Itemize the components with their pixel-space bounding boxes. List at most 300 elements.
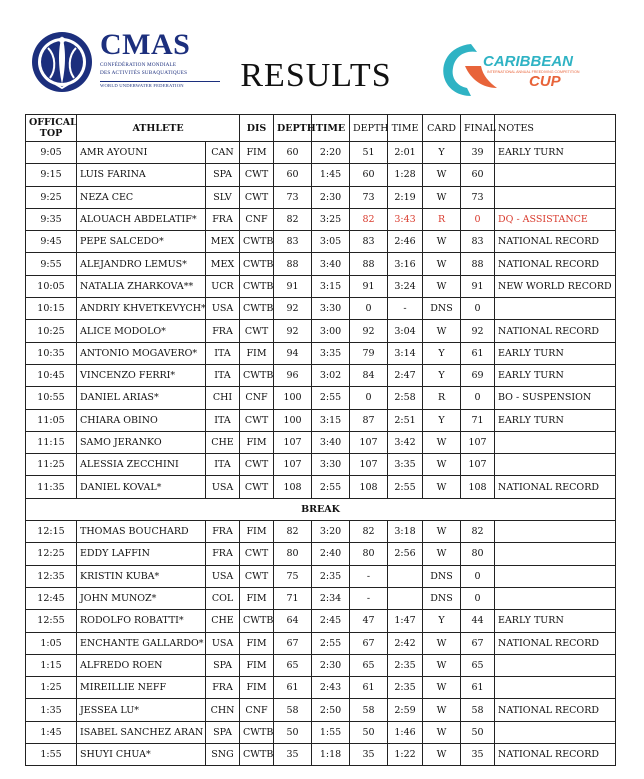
cell-final: 58 bbox=[461, 699, 495, 721]
table-row bbox=[26, 253, 616, 275]
table-row bbox=[26, 431, 616, 453]
col-time-result: TIME bbox=[388, 115, 423, 142]
caribbean-cup-logo-icon bbox=[437, 36, 580, 102]
cell-dis: CWT bbox=[240, 543, 274, 565]
cell-result-time: 2:55 bbox=[388, 476, 423, 498]
cell-dis: FIM bbox=[240, 654, 274, 676]
cell-top: 9:05 bbox=[26, 142, 77, 164]
cup-logo-word1: CARIBBEAN bbox=[483, 53, 573, 70]
cell-country: ITA bbox=[206, 342, 240, 364]
cell-athlete: NEZA CEC bbox=[77, 186, 206, 208]
cell-top: 11:15 bbox=[26, 431, 77, 453]
cell-country: ITA bbox=[206, 454, 240, 476]
cell-dis: CWTB bbox=[240, 298, 274, 320]
cell-athlete: THOMAS BOUCHARD bbox=[77, 521, 206, 543]
cell-final: 0 bbox=[461, 587, 495, 609]
cell-time: 3:30 bbox=[312, 298, 350, 320]
table-row bbox=[26, 320, 616, 342]
col-card: CARD bbox=[423, 115, 461, 142]
cell-country: USA bbox=[206, 476, 240, 498]
cell-country: SPA bbox=[206, 164, 240, 186]
table-row bbox=[26, 565, 616, 587]
cell-country: FRA bbox=[206, 208, 240, 230]
table-row bbox=[26, 587, 616, 609]
cell-athlete: ALEJANDRO LEMUS* bbox=[77, 253, 206, 275]
cell-country: UCR bbox=[206, 275, 240, 297]
col-depth-result: DEPTH bbox=[350, 115, 388, 142]
cell-time: 1:45 bbox=[312, 164, 350, 186]
cell-time: 3:30 bbox=[312, 454, 350, 476]
cell-dis: CNF bbox=[240, 208, 274, 230]
cell-top: 10:15 bbox=[26, 298, 77, 320]
cell-dis: FIM bbox=[240, 521, 274, 543]
cell-final: 88 bbox=[461, 253, 495, 275]
cmas-subtitle-2: DES ACTIVITÉS SUBAQUATIQUES bbox=[100, 70, 188, 77]
cell-time: 3:15 bbox=[312, 409, 350, 431]
table-row bbox=[26, 543, 616, 565]
cell-depth: 71 bbox=[274, 587, 312, 609]
cell-result-depth: 65 bbox=[350, 654, 388, 676]
cell-notes: BO - SUSPENSION bbox=[495, 387, 616, 409]
table-row bbox=[26, 275, 616, 297]
cell-result-depth: 0 bbox=[350, 387, 388, 409]
cell-top: 10:45 bbox=[26, 364, 77, 386]
cell-depth: 100 bbox=[274, 387, 312, 409]
cell-depth: 108 bbox=[274, 476, 312, 498]
cell-card: Y bbox=[423, 409, 461, 431]
cell-final: 107 bbox=[461, 431, 495, 453]
cell-result-time: - bbox=[388, 298, 423, 320]
cell-depth: 82 bbox=[274, 208, 312, 230]
cell-dis: CWT bbox=[240, 476, 274, 498]
cell-result-time: 2:35 bbox=[388, 654, 423, 676]
cell-top: 1:45 bbox=[26, 721, 77, 743]
cell-result-depth: 61 bbox=[350, 677, 388, 699]
cell-country: SPA bbox=[206, 654, 240, 676]
cell-depth: 35 bbox=[274, 744, 312, 766]
cell-result-depth: 67 bbox=[350, 632, 388, 654]
cell-depth: 91 bbox=[274, 275, 312, 297]
cell-notes: NATIONAL RECORD bbox=[495, 476, 616, 498]
cell-time: 2:55 bbox=[312, 632, 350, 654]
cell-time: 2:45 bbox=[312, 610, 350, 632]
cell-athlete: ALFREDO ROEN bbox=[77, 654, 206, 676]
cell-dis: CWT bbox=[240, 565, 274, 587]
cell-country: MEX bbox=[206, 253, 240, 275]
cell-card: W bbox=[423, 164, 461, 186]
cell-depth: 107 bbox=[274, 454, 312, 476]
cell-final: 65 bbox=[461, 654, 495, 676]
col-notes: NOTES bbox=[495, 115, 616, 142]
cell-country: ITA bbox=[206, 364, 240, 386]
cell-top: 1:25 bbox=[26, 677, 77, 699]
cell-athlete: ENCHANTE GALLARDO* bbox=[77, 632, 206, 654]
table-row bbox=[26, 231, 616, 253]
cell-result-time: 2:56 bbox=[388, 543, 423, 565]
cell-card: W bbox=[423, 231, 461, 253]
cell-depth: 100 bbox=[274, 409, 312, 431]
cell-depth: 65 bbox=[274, 654, 312, 676]
cell-time: 2:43 bbox=[312, 677, 350, 699]
break-label: BREAK bbox=[26, 498, 616, 520]
cell-athlete: LUIS FARINA bbox=[77, 164, 206, 186]
cell-result-time: 2:19 bbox=[388, 186, 423, 208]
cell-notes: NATIONAL RECORD bbox=[495, 699, 616, 721]
cell-final: 35 bbox=[461, 744, 495, 766]
cell-card: W bbox=[423, 275, 461, 297]
cell-time: 2:40 bbox=[312, 543, 350, 565]
cell-depth: 92 bbox=[274, 298, 312, 320]
cell-dis: CWTB bbox=[240, 721, 274, 743]
table-row bbox=[26, 454, 616, 476]
cell-time: 3:20 bbox=[312, 521, 350, 543]
cell-notes bbox=[495, 521, 616, 543]
cup-logo-sub: INTERNATIONAL ANNUAL FREEDIVING COMPETITION bbox=[487, 70, 580, 74]
cell-result-depth: 87 bbox=[350, 409, 388, 431]
rows-after-break bbox=[26, 521, 616, 766]
cell-card: W bbox=[423, 632, 461, 654]
cell-result-depth: 58 bbox=[350, 699, 388, 721]
cell-time: 3:40 bbox=[312, 253, 350, 275]
cell-result-time: 3:04 bbox=[388, 320, 423, 342]
cell-depth: 94 bbox=[274, 342, 312, 364]
cell-time: 3:15 bbox=[312, 275, 350, 297]
cmas-wordmark bbox=[100, 30, 220, 88]
cell-time: 3:00 bbox=[312, 320, 350, 342]
cell-final: 60 bbox=[461, 164, 495, 186]
col-final: FINAL bbox=[461, 115, 495, 142]
cell-athlete: ANTONIO MOGAVERO* bbox=[77, 342, 206, 364]
cell-time: 3:05 bbox=[312, 231, 350, 253]
cell-dis: FIM bbox=[240, 431, 274, 453]
rows-before-break bbox=[26, 142, 616, 499]
cell-result-time bbox=[388, 587, 423, 609]
cell-result-time: 2:59 bbox=[388, 699, 423, 721]
cell-card: DNS bbox=[423, 565, 461, 587]
cell-dis: CNF bbox=[240, 699, 274, 721]
cell-depth: 64 bbox=[274, 610, 312, 632]
break-section bbox=[26, 498, 616, 520]
cell-final: 80 bbox=[461, 543, 495, 565]
table-row bbox=[26, 342, 616, 364]
cell-final: 69 bbox=[461, 364, 495, 386]
cell-result-depth: - bbox=[350, 587, 388, 609]
cell-card: W bbox=[423, 454, 461, 476]
cell-notes: NATIONAL RECORD bbox=[495, 253, 616, 275]
cell-top: 1:55 bbox=[26, 744, 77, 766]
cell-athlete: MIREILLIE NEFF bbox=[77, 677, 206, 699]
cell-result-time: 2:51 bbox=[388, 409, 423, 431]
header bbox=[0, 0, 644, 110]
cell-dis: CWTB bbox=[240, 231, 274, 253]
cell-result-depth: 51 bbox=[350, 142, 388, 164]
results-table bbox=[25, 114, 616, 766]
cell-notes bbox=[495, 721, 616, 743]
cell-athlete: NATALIA ZHARKOVA** bbox=[77, 275, 206, 297]
cell-top: 12:55 bbox=[26, 610, 77, 632]
cell-card: R bbox=[423, 387, 461, 409]
cell-dis: CWTB bbox=[240, 364, 274, 386]
cell-country: USA bbox=[206, 298, 240, 320]
cell-notes bbox=[495, 654, 616, 676]
cell-dis: FIM bbox=[240, 587, 274, 609]
cell-dis: CWT bbox=[240, 454, 274, 476]
cell-final: 107 bbox=[461, 454, 495, 476]
cell-athlete: ANDRIY KHVETKEVYCH* bbox=[77, 298, 206, 320]
cell-result-time: 2:01 bbox=[388, 142, 423, 164]
cell-depth: 107 bbox=[274, 431, 312, 453]
cell-top: 11:05 bbox=[26, 409, 77, 431]
cell-card: W bbox=[423, 476, 461, 498]
cell-top: 10:55 bbox=[26, 387, 77, 409]
cell-card: Y bbox=[423, 342, 461, 364]
cell-top: 9:25 bbox=[26, 186, 77, 208]
cell-result-time: 2:35 bbox=[388, 677, 423, 699]
cell-top: 11:35 bbox=[26, 476, 77, 498]
cell-dis: CWT bbox=[240, 320, 274, 342]
table-row bbox=[26, 721, 616, 743]
cmas-subtitle-1: CONFÉDÉRATION MONDIALE bbox=[100, 62, 177, 68]
cell-card: DNS bbox=[423, 587, 461, 609]
cell-notes bbox=[495, 298, 616, 320]
cell-top: 10:05 bbox=[26, 275, 77, 297]
cell-final: 73 bbox=[461, 186, 495, 208]
cell-final: 92 bbox=[461, 320, 495, 342]
table-row bbox=[26, 364, 616, 386]
cell-result-depth: 91 bbox=[350, 275, 388, 297]
cell-result-time bbox=[388, 565, 423, 587]
cell-dis: FIM bbox=[240, 342, 274, 364]
cell-dis: FIM bbox=[240, 142, 274, 164]
cell-athlete: PEPE SALCEDO* bbox=[77, 231, 206, 253]
cell-country: FRA bbox=[206, 677, 240, 699]
break-row bbox=[26, 498, 616, 520]
cell-depth: 83 bbox=[274, 231, 312, 253]
cell-card: Y bbox=[423, 364, 461, 386]
cell-country: FRA bbox=[206, 521, 240, 543]
cell-final: 0 bbox=[461, 387, 495, 409]
cell-final: 0 bbox=[461, 208, 495, 230]
cell-time: 3:02 bbox=[312, 364, 350, 386]
cell-result-depth: 82 bbox=[350, 208, 388, 230]
cell-depth: 60 bbox=[274, 142, 312, 164]
cell-athlete: JESSEA LU* bbox=[77, 699, 206, 721]
cell-result-depth: 79 bbox=[350, 342, 388, 364]
cell-result-time: 2:47 bbox=[388, 364, 423, 386]
cell-athlete: SHUYI CHUA* bbox=[77, 744, 206, 766]
cell-notes bbox=[495, 164, 616, 186]
cell-top: 9:35 bbox=[26, 208, 77, 230]
cell-result-depth: 88 bbox=[350, 253, 388, 275]
cell-card: W bbox=[423, 253, 461, 275]
cell-country: FRA bbox=[206, 543, 240, 565]
cell-athlete: JOHN MUNOZ* bbox=[77, 587, 206, 609]
cell-result-time: 3:35 bbox=[388, 454, 423, 476]
cell-notes bbox=[495, 677, 616, 699]
cell-time: 2:35 bbox=[312, 565, 350, 587]
col-depth: DEPTH bbox=[274, 115, 312, 142]
cell-depth: 73 bbox=[274, 186, 312, 208]
cell-result-depth: 60 bbox=[350, 164, 388, 186]
cell-notes: EARLY TURN bbox=[495, 342, 616, 364]
cell-depth: 88 bbox=[274, 253, 312, 275]
cell-notes: NEW WORLD RECORD bbox=[495, 275, 616, 297]
cell-athlete: AMR AYOUNI bbox=[77, 142, 206, 164]
cell-notes bbox=[495, 565, 616, 587]
cell-result-depth: 107 bbox=[350, 454, 388, 476]
cell-card: W bbox=[423, 186, 461, 208]
cell-dis: CWT bbox=[240, 186, 274, 208]
cell-final: 44 bbox=[461, 610, 495, 632]
page-title: RESULTS bbox=[240, 57, 392, 94]
cell-athlete: ALOUACH ABDELATIF* bbox=[77, 208, 206, 230]
cell-dis: CWT bbox=[240, 409, 274, 431]
cell-result-depth: 35 bbox=[350, 744, 388, 766]
cell-depth: 75 bbox=[274, 565, 312, 587]
table-row bbox=[26, 208, 616, 230]
cell-card: W bbox=[423, 543, 461, 565]
cell-athlete: KRISTIN KUBA* bbox=[77, 565, 206, 587]
cell-final: 108 bbox=[461, 476, 495, 498]
cell-result-time: 1:46 bbox=[388, 721, 423, 743]
cell-card: W bbox=[423, 677, 461, 699]
cell-time: 2:50 bbox=[312, 699, 350, 721]
cell-time: 2:30 bbox=[312, 186, 350, 208]
cell-country: CHN bbox=[206, 699, 240, 721]
cell-dis: CWTB bbox=[240, 744, 274, 766]
cell-notes: NATIONAL RECORD bbox=[495, 320, 616, 342]
cell-notes: EARLY TURN bbox=[495, 364, 616, 386]
cell-top: 10:25 bbox=[26, 320, 77, 342]
cmas-name: CMAS bbox=[100, 28, 191, 61]
cell-athlete: EDDY LAFFIN bbox=[77, 543, 206, 565]
table-row bbox=[26, 610, 616, 632]
cell-result-depth: 82 bbox=[350, 521, 388, 543]
cell-country: USA bbox=[206, 565, 240, 587]
cell-depth: 67 bbox=[274, 632, 312, 654]
cell-depth: 96 bbox=[274, 364, 312, 386]
cell-final: 50 bbox=[461, 721, 495, 743]
cell-notes: EARLY TURN bbox=[495, 142, 616, 164]
cell-depth: 58 bbox=[274, 699, 312, 721]
col-time: TIME bbox=[312, 115, 350, 142]
cell-athlete: DANIEL ARIAS* bbox=[77, 387, 206, 409]
table-row bbox=[26, 521, 616, 543]
cell-dis: CWTB bbox=[240, 253, 274, 275]
cell-country: MEX bbox=[206, 231, 240, 253]
cell-card: W bbox=[423, 431, 461, 453]
cmas-federation: WORLD UNDERWATER FEDERATION bbox=[100, 81, 220, 88]
cell-final: 67 bbox=[461, 632, 495, 654]
cell-country: SNG bbox=[206, 744, 240, 766]
cell-final: 0 bbox=[461, 298, 495, 320]
cell-result-time: 2:42 bbox=[388, 632, 423, 654]
cell-notes: DQ - ASSISTANCE bbox=[495, 208, 616, 230]
cell-result-time: 3:16 bbox=[388, 253, 423, 275]
table-row bbox=[26, 164, 616, 186]
table-row bbox=[26, 387, 616, 409]
table-row bbox=[26, 654, 616, 676]
cell-card: R bbox=[423, 208, 461, 230]
cell-card: DNS bbox=[423, 298, 461, 320]
cell-dis: CWTB bbox=[240, 610, 274, 632]
cell-country: CHE bbox=[206, 610, 240, 632]
cell-depth: 92 bbox=[274, 320, 312, 342]
cell-dis: CNF bbox=[240, 387, 274, 409]
table-row bbox=[26, 476, 616, 498]
cell-dis: CWT bbox=[240, 164, 274, 186]
cell-dis: FIM bbox=[240, 632, 274, 654]
cmas-emblem-icon bbox=[26, 26, 98, 96]
cell-dis: FIM bbox=[240, 677, 274, 699]
cell-time: 2:34 bbox=[312, 587, 350, 609]
cell-result-depth: 80 bbox=[350, 543, 388, 565]
cell-athlete: DANIEL KOVAL* bbox=[77, 476, 206, 498]
cell-time: 1:55 bbox=[312, 721, 350, 743]
cell-result-time: 3:24 bbox=[388, 275, 423, 297]
cell-notes bbox=[495, 587, 616, 609]
cell-result-time: 2:46 bbox=[388, 231, 423, 253]
cell-dis: CWTB bbox=[240, 275, 274, 297]
cell-result-time: 1:28 bbox=[388, 164, 423, 186]
cell-time: 2:55 bbox=[312, 476, 350, 498]
cell-result-depth: 84 bbox=[350, 364, 388, 386]
cell-final: 71 bbox=[461, 409, 495, 431]
col-dis: DIS bbox=[240, 115, 274, 142]
table-row bbox=[26, 699, 616, 721]
cell-result-depth: - bbox=[350, 565, 388, 587]
cell-time: 2:30 bbox=[312, 654, 350, 676]
cell-notes: EARLY TURN bbox=[495, 409, 616, 431]
cell-top: 10:35 bbox=[26, 342, 77, 364]
cell-card: Y bbox=[423, 610, 461, 632]
cell-result-time: 3:42 bbox=[388, 431, 423, 453]
cell-card: Y bbox=[423, 142, 461, 164]
table-row bbox=[26, 298, 616, 320]
cell-country: FRA bbox=[206, 320, 240, 342]
cell-notes bbox=[495, 431, 616, 453]
cell-result-depth: 50 bbox=[350, 721, 388, 743]
cell-final: 0 bbox=[461, 565, 495, 587]
cell-top: 9:15 bbox=[26, 164, 77, 186]
cell-country: CHE bbox=[206, 431, 240, 453]
cell-card: W bbox=[423, 699, 461, 721]
cell-time: 3:25 bbox=[312, 208, 350, 230]
cell-notes: NATIONAL RECORD bbox=[495, 231, 616, 253]
cell-country: CAN bbox=[206, 142, 240, 164]
cell-result-time: 3:43 bbox=[388, 208, 423, 230]
cell-result-time: 1:47 bbox=[388, 610, 423, 632]
cell-time: 2:55 bbox=[312, 387, 350, 409]
cell-final: 83 bbox=[461, 231, 495, 253]
cell-top: 12:45 bbox=[26, 587, 77, 609]
cell-depth: 82 bbox=[274, 521, 312, 543]
table-row bbox=[26, 744, 616, 766]
cell-card: W bbox=[423, 654, 461, 676]
cup-logo-word2: CUP bbox=[529, 73, 561, 90]
cell-final: 91 bbox=[461, 275, 495, 297]
cell-top: 1:15 bbox=[26, 654, 77, 676]
cell-top: 1:35 bbox=[26, 699, 77, 721]
cell-athlete: SAMO JERANKO bbox=[77, 431, 206, 453]
cell-top: 9:55 bbox=[26, 253, 77, 275]
col-offical-top: OFFICAL TOP bbox=[26, 115, 77, 142]
cell-card: W bbox=[423, 744, 461, 766]
cell-result-depth: 108 bbox=[350, 476, 388, 498]
cell-athlete: ISABEL SANCHEZ ARAN bbox=[77, 721, 206, 743]
cell-depth: 50 bbox=[274, 721, 312, 743]
cell-top: 1:05 bbox=[26, 632, 77, 654]
